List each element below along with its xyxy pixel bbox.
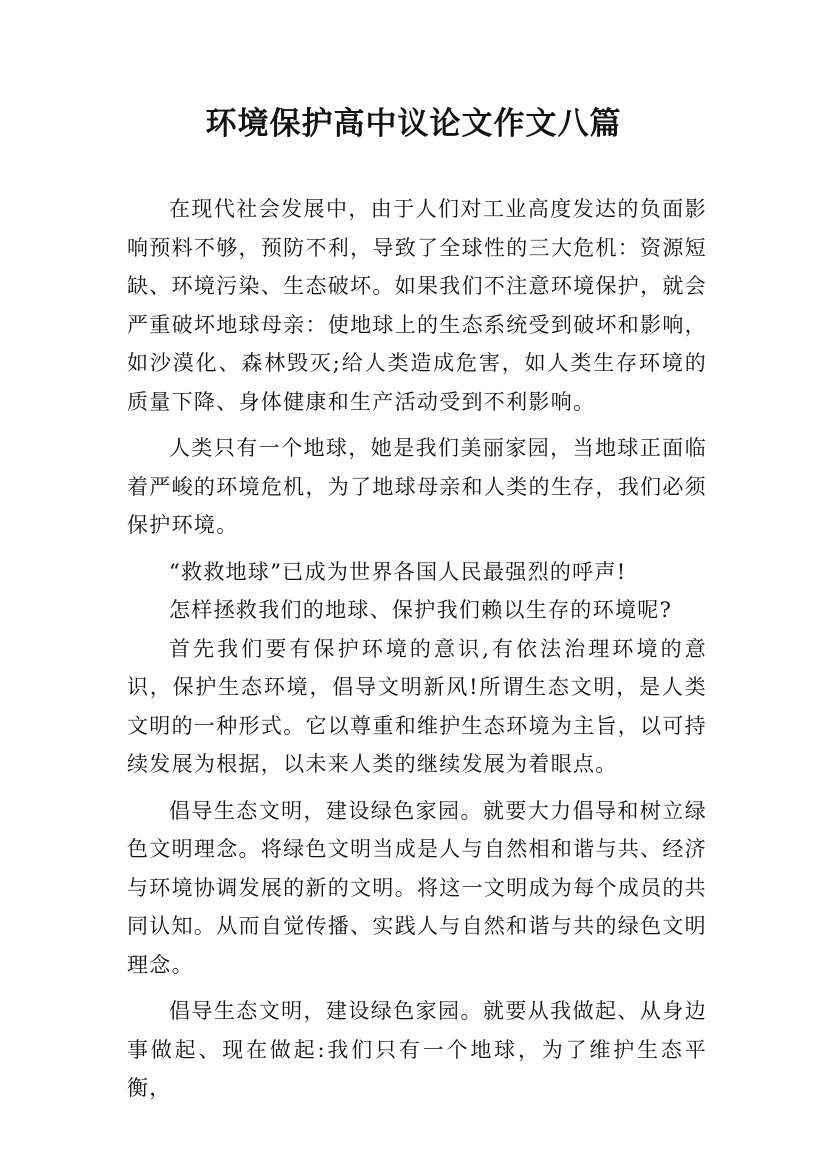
paragraph-7: 倡导生态文明，建设绿色家园。就要从我做起、从身边事做起、现在做起:我们只有一个地球，为了维护生态平衡， [127,999,707,1100]
document-title: 环境保护高中议论文作文八篇 [205,106,622,142]
paragraph-4: 怎样拯救我们的地球、保护我们赖以生存的环境呢? [169,598,673,622]
paragraph-6: 倡导生态文明，建设绿色家园。就要大力倡导和树立绿色文明理念。将绿色文明当成是人与自然相和谐与共、经济与环境协调发展的新的文明。将这一文明成为每个成员的共同认知。从而自觉传播、实践人与自然和谐与共的绿色文明理念。 [127,798,707,977]
document-body [127,190,707,1108]
paragraph-2: 人类只有一个地球，她是我们美丽家园，当地球正面临着严峻的环境危机，为了地球母亲和人类的生存，我们必须保护环境。 [127,436,707,537]
paragraph-3: “救救地球”已成为世界各国人民最强烈的呼声! [169,559,627,584]
paragraph-1: 在现代社会发展中，由于人们对工业高度发达的负面影响预料不够，预防不利，导致了全球性的三大危机：资源短缺、环境污染、生态破坏。如果我们不注意环境保护，就会严重破坏地球母亲：使地球上的生态系统受到破坏和影响，如沙漠化、森林毁灭;给人类造成危害，如人类生存环境的质量下降、身体健康和生产活动受到不利影响。 [127,197,707,414]
paragraph-5: 首先我们要有保护环境的意识,有依法治理环境的意识，保护生态环境，倡导文明新风!所谓生态文明，是人类文明的一种形式。它以尊重和维护生态环境为主旨，以可持续发展为根据，以未来人类的继续发展为着眼点。 [127,636,707,776]
